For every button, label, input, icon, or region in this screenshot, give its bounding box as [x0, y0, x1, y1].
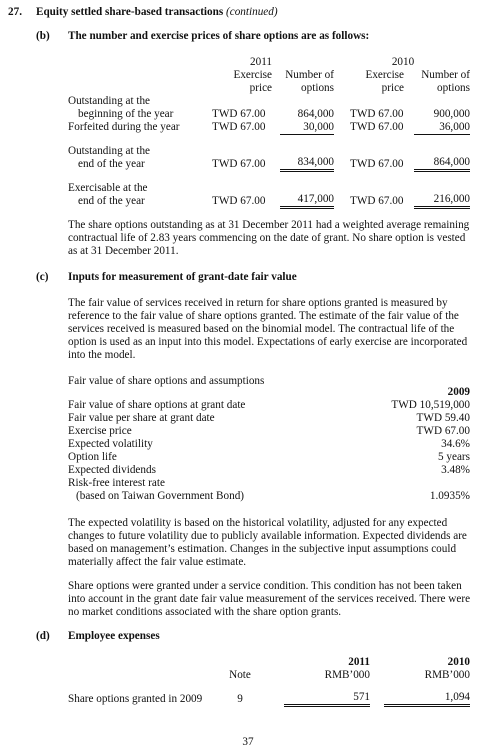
row-exercisable-price-2010: TWD 67.00 — [350, 195, 404, 207]
d-col-note: Note — [229, 669, 251, 681]
c-row-label-4: Expected volatility — [68, 438, 153, 450]
c-para1-line-2: reference to the fair value of share options granted. The estimate of the fair value of the — [68, 310, 459, 322]
sub-b-label: (b) — [36, 30, 50, 42]
b-col-exercise-4: price — [381, 82, 404, 94]
section-continued: (continued) — [226, 6, 278, 18]
c-para2-line-2: changes to future volatility due to publicly available information. Expected dividends are — [68, 530, 467, 542]
b-col-number-2: options — [301, 82, 334, 94]
c-table-title: Fair value of share options and assumptions — [68, 375, 265, 387]
section-title — [36, 6, 278, 19]
row-forfeited-price-2011: TWD 67.00 — [212, 121, 266, 133]
c-year-2009: 2009 — [447, 386, 470, 398]
c-para1-line-4: option is used as an input into this model. Expectations of early exercise are incorporated — [68, 336, 468, 348]
b-col-number-3: Number of — [421, 69, 470, 81]
b-year-2011: 2011 — [250, 56, 272, 68]
sub-c-heading: Inputs for measurement of grant-date fair value — [68, 271, 297, 283]
row-outstanding-end-num-2010: 864,000 — [414, 156, 470, 172]
b-col-exercise-1: Exercise — [233, 69, 272, 81]
b-col-exercise-3: Exercise — [365, 69, 404, 81]
b-col-number-1: Number of — [285, 69, 334, 81]
d-row-label: Share options granted in 2009 — [68, 693, 203, 705]
row-outstanding-end-price-2011: TWD 67.00 — [212, 158, 266, 170]
row-exercisable-num-2011: 417,000 — [280, 193, 334, 209]
row-forfeited-num-2010: 36,000 — [414, 121, 470, 135]
sub-d-heading: Employee expenses — [68, 630, 160, 642]
d-unit-2010: RMB’000 — [424, 669, 470, 681]
c-row-value-2: TWD 59.40 — [416, 412, 470, 424]
c-row-label-1: Fair value of share options at grant date — [68, 399, 246, 411]
c-para2-line-4: materially affect the fair value estimate. — [68, 556, 247, 568]
c-para1-line-1: The fair value of services received in return for share options granted is measured by — [68, 297, 448, 309]
c-row-label-7: Risk-free interest rate — [68, 477, 165, 489]
c-row-value-6: 3.48% — [441, 464, 470, 476]
row-outstanding-end-label-1: Outstanding at the — [68, 145, 151, 157]
c-row-label-6: Expected dividends — [68, 464, 156, 476]
b-note-line-3: as at 31 December 2011. — [68, 245, 179, 257]
row-exercisable-label-2: end of the year — [78, 195, 145, 207]
row-forfeited-num-2011: 30,000 — [280, 121, 334, 135]
c-row-label-2: Fair value per share at grant date — [68, 412, 215, 424]
row-outstanding-begin-num-2010: 900,000 — [433, 108, 470, 120]
row-exercisable-label-1: Exercisable at the — [68, 182, 148, 194]
d-year-2010: 2010 — [447, 656, 470, 668]
c-row-value-8: 1.0935% — [429, 490, 470, 502]
c-para2-line-1: The expected volatility is based on the historical volatility, adjusted for any expected — [68, 517, 448, 529]
sub-d-label: (d) — [36, 630, 50, 642]
row-forfeited-label: Forfeited during the year — [68, 121, 180, 133]
d-row-value-2011: 571 — [284, 691, 370, 707]
d-row-value-2010: 1,094 — [384, 691, 470, 707]
c-row-label-8: (based on Taiwan Government Bond) — [76, 490, 245, 502]
row-outstanding-end-price-2010: TWD 67.00 — [350, 158, 404, 170]
row-exercisable-num-2010: 216,000 — [414, 193, 470, 209]
c-row-value-1: TWD 10,519,000 — [391, 399, 470, 411]
row-outstanding-end-label-2: end of the year — [78, 158, 145, 170]
row-outstanding-begin-label-1: Outstanding at the — [68, 95, 151, 107]
c-row-value-5: 5 years — [438, 451, 470, 463]
c-row-value-4: 34.6% — [441, 438, 470, 450]
b-note-line-2: contractual life of 2.83 years commencing on the date of grant. No share option is vested — [68, 232, 466, 244]
row-outstanding-begin-label-2: beginning of the year — [78, 108, 174, 120]
c-para1-line-3: services received is measured based on the binomial model. The contractual life of the — [68, 323, 455, 335]
c-para3-line-2: into account in the grant date fair value measurement of the services received. There were — [68, 593, 471, 605]
section-title-text: Equity settled share-based transactions — [36, 6, 224, 18]
page-number: 37 — [242, 736, 254, 748]
d-unit-2011: RMB’000 — [324, 669, 370, 681]
section-number: 27. — [8, 6, 22, 18]
b-year-2010: 2010 — [391, 56, 415, 68]
row-exercisable-price-2011: TWD 67.00 — [212, 195, 266, 207]
c-para2-line-3: based on management’s estimation. Changes in the subjective input assumptions could — [68, 543, 457, 555]
d-year-2011: 2011 — [348, 656, 370, 668]
b-note-line-1: The share options outstanding as at 31 December 2011 had a weighted average remaining — [68, 219, 470, 231]
c-row-label-5: Option life — [68, 451, 117, 463]
c-row-value-3: TWD 67.00 — [416, 425, 470, 437]
row-outstanding-begin-price-2010: TWD 67.00 — [350, 108, 404, 120]
c-para3-line-3: no market conditions associated with the share option grants. — [68, 606, 342, 618]
c-para3-line-1: Share options were granted under a service condition. This condition has not been taken — [68, 580, 462, 592]
row-forfeited-price-2010: TWD 67.00 — [350, 121, 404, 133]
b-col-number-4: options — [437, 82, 470, 94]
sub-b-heading: The number and exercise prices of share options are as follows: — [68, 30, 370, 42]
row-outstanding-begin-price-2011: TWD 67.00 — [212, 108, 266, 120]
b-col-exercise-2: price — [249, 82, 272, 94]
c-row-label-3: Exercise price — [68, 425, 132, 437]
c-para1-line-5: into the model. — [68, 349, 136, 361]
sub-c-label: (c) — [36, 271, 49, 283]
row-outstanding-end-num-2011: 834,000 — [280, 156, 334, 172]
row-outstanding-begin-num-2011: 864,000 — [297, 108, 334, 120]
d-row-note: 9 — [237, 693, 243, 705]
